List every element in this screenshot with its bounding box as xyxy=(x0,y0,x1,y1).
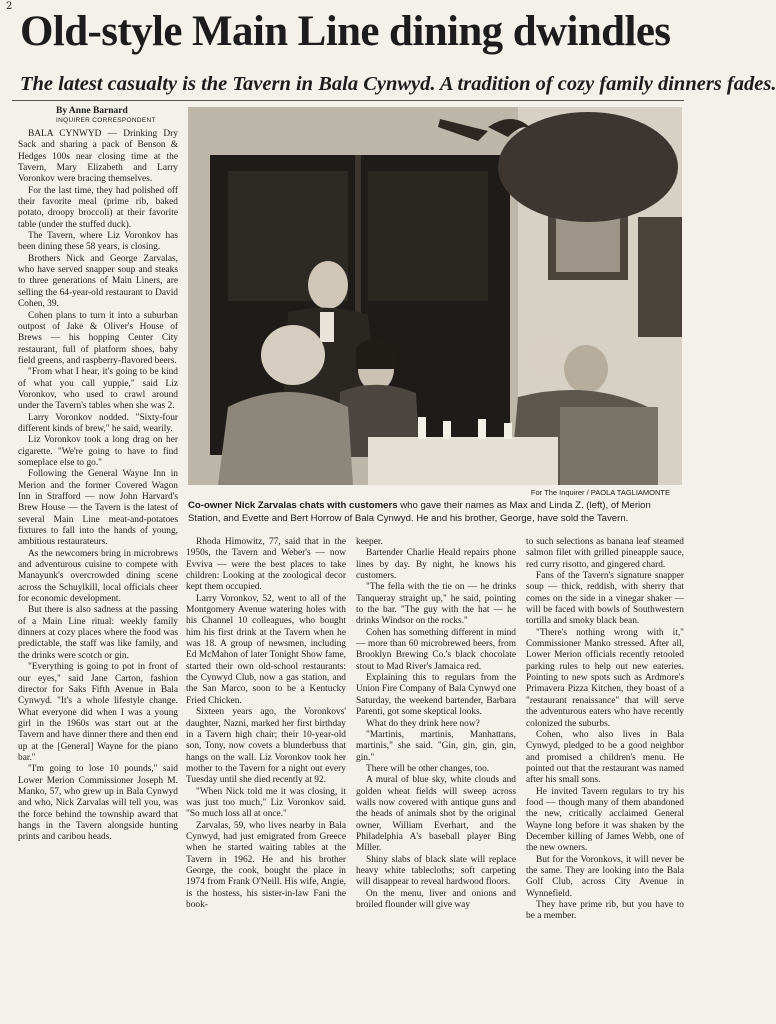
photo-caption-lead: Co-owner Nick Zarvalas chats with customers xyxy=(188,500,398,511)
paragraph: He invited Tavern regulars to try his food — though many of them abandoned the new, critically acclaimed General Wayne long before it was shaken by the December killing of James Webb, one of the new owners. xyxy=(526,786,684,854)
paragraph: to such selections as banana leaf steamed salmon filet with grilled pineapple sauce, red curry risotto, and gingered chard. xyxy=(526,537,684,570)
paragraph: On the menu, liver and onions and broiled flounder will give way xyxy=(356,888,516,910)
paragraph: The Tavern, where Liz Voronkov has been dining these 58 years, is closing. xyxy=(18,231,178,253)
paragraph: "Martinis, martinis, Manhattans, martinis," she said. "Gin, gin, gin, gin, gin." xyxy=(356,729,516,763)
paragraph: For the last time, they had polished off their favorite meal (prime rib, baked potato, droopy broccoli) at their favorite table (under the stuffed duck). xyxy=(18,185,178,230)
paragraph: Shiny slabs of black slate will replace heavy white tablecloths; soft carpeting will disappear to reveal hardwood floors. xyxy=(356,854,516,888)
byline-name: By Anne Barnard xyxy=(56,106,128,116)
photo-caption xyxy=(188,500,684,525)
article-column-2 xyxy=(186,537,346,1007)
paragraph: "There's nothing wrong with it," Commissioner Manko stressed. After all, Lower Merion officials recently retooled parking rules to help out new eateries. Pointing to new spots such as Ardmore's Primavera Pizza Kitchen, they boast of a "restaurant renaissance" that will serve the adventurous eaters who have recently colonized the suburbs. xyxy=(526,627,684,729)
byline-title: INQUIRER CORRESPONDENT xyxy=(56,117,156,124)
photo-illustration xyxy=(188,107,682,485)
article-column-4 xyxy=(526,537,684,1007)
paragraph: Cohen plans to turn it into a suburban outpost of Jake & Oliver's House of Brews — his hopping Center City restaurant, full of platform shoes, baby field greens, and raspberry-flavored beers. xyxy=(18,310,178,366)
byline xyxy=(56,106,186,125)
paragraph: "Everything is going to pot in front of our eyes," said Jane Carton, fashion director for Saks Fifth Avenue in Bala Cynwyd. "It's a whole lifestyle change. What everyone did when I was a young girl in the 1960s was start out at the Tavern and have dinner there and then end up at the [General] Wayne for the piano bar." xyxy=(18,662,178,763)
deck-subheadline: The latest casualty is the Tavern in Bala Cynwyd. A tradition of cozy family dinners fades. xyxy=(20,73,776,95)
paragraph: There will be other changes, too. xyxy=(366,763,490,774)
paragraph: Cohen has something different in mind — more than 60 microbrewed beers, from Brooklyn Brewing Co.'s black chocolate stout to Mad River's Jamaica red. xyxy=(356,627,516,672)
paragraph: Cohen, who also lives in Bala Cynwyd, pledged to be a good neighbor and promised a children's menu. He pointed out that the restaurant was named after his small sons. xyxy=(526,729,684,786)
paragraph: "From what I hear, it's going to be kind of what you call yuppie," said Liz Voronkov, who used to crawl around under the Tavern's tables when she was 2. xyxy=(18,367,178,412)
paragraph: Rhoda Himowitz, 77, said that in the 1950s, the Tavern and Weber's — now Evviva — were the best places to take children: Looking at the zoological decor kept them occupied. xyxy=(186,537,346,593)
paragraph: What do they drink here now? xyxy=(366,718,480,729)
paragraph: Zarvalas, 59, who lives nearby in Bala Cynwyd, had just emigrated from Greece when he started waiting tables at the Tavern in 1962. He and his brother George, the cook, bought the place in 1974 from Frank O'Neill. His wife, Angie, is the hostess, his sister-in-law Fani the book- xyxy=(186,820,346,910)
paragraph: Bartender Charlie Heald repairs phone lines by day. By night, he knows his customers. xyxy=(356,548,516,582)
page-number: 2 xyxy=(6,1,13,12)
photo-credit: For The Inquirer / PAOLA TAGLIAMONTE xyxy=(530,488,670,497)
photo-caption-text: who gave their names as Max and Linda Z. (left), of Merion Station, and Evette and Bert Horrow of Bala Cynwyd. He and his brother, George, have sold the Tavern. xyxy=(188,500,651,524)
article-column-3 xyxy=(356,537,516,1007)
paragraph: As the newcomers bring in microbrews and adventurous cuisine to compete with Manayunk's overcrowded dining scene across the Schuylkill, local officials cheer for economic development. xyxy=(18,548,178,605)
article-column-1 xyxy=(18,129,178,1017)
paragraph: "The fella with the tie on — he drinks Tanqueray straight up," he said, pointing to the bar. "The guy with the hat — he drinks Windsor on the rocks." xyxy=(356,582,516,627)
paragraph: Liz Voronkov took a long drag on her cigarette. "We're going to have to find someplace else to go." xyxy=(18,435,178,468)
paragraph: BALA CYNWYD — Drinking Dry Sack and sharing a pack of Benson & Hedges 100s near closing time at the Tavern, Mary Elizabeth and Larry Voronkov were bracing themselves. xyxy=(18,129,178,185)
paragraph: But there is also sadness at the passing of a Main Line ritual: weekly family dinners at cozy places where the food was predictable, the staff was like family, and the drinks were scotch or gin. xyxy=(18,605,178,661)
paragraph: "I'm going to lose 10 pounds," said Lower Merion Commissioner Joseph M. Manko, 57, who grew up in Bala Cynwyd and who, Nick Zarvalas will tell you, was the force behind the township award that hangs in the Tavern alongside hunting prints and caribou heads. xyxy=(18,764,178,843)
paragraph: A mural of blue sky, white clouds and golden wheat fields will sweep across walls now covered with antique guns and the heads of animals shot by the original owner, William Everhart, and the Philadelphia A's baseball player Bing Miller. xyxy=(356,775,516,854)
paragraph: Larry Voronkov, 52, went to all of the Montgomery Avenue watering holes with his Channel 10 colleagues, who bought him his first drink at the Tavern when he was 18. A group of newsmen, including Ed McMahon of later Tonight Show fame, started their own old-school restaurants: the Cynwyd Club, now a gas station, and the San Marco, soon to be a Kentucky Fried Chicken. xyxy=(186,593,346,706)
paragraph: Larry Voronkov nodded. "Sixty-four different kinds of brew," he said, wearily. xyxy=(18,412,178,434)
paragraph: Brothers Nick and George Zarvalas, who have served snapper soup and steaks to three generations of Main Liners, are selling the 64-year-old restaurant to David Cohen, 39. xyxy=(18,253,178,310)
paragraph: Explaining this to regulars from the Union Fire Company of Bala Cynwyd one Saturday, the weekend bartender, Barbara Parenti, got some skeptical looks. xyxy=(356,673,516,718)
headline-rule xyxy=(12,100,684,101)
headline: Old-style Main Line dining dwindles xyxy=(20,8,671,55)
paragraph: But for the Voronkovs, it will never be the same. They are looking into the Bala Golf Club, across City Avenue in Wynnefield. xyxy=(526,854,684,899)
paragraph: Fans of the Tavern's signature snapper soup — thick, reddish, with sherry that comes on the side in a vinegar shaker — will be faced with bowls of Southwestern tortilla and smoky black bean. xyxy=(526,571,684,627)
paragraph: They have prime rib, but you have to be a member. xyxy=(526,900,684,922)
paragraph: keeper. xyxy=(356,537,383,547)
paragraph: Sixteen years ago, the Voronkovs' daughter, Nazni, marked her first birthday in a Tavern high chair; their 10-year-old son, Tony, now covets a blunderbuss that hangs on the wall. Liz Voronkov took her mother to the Tavern for a night out every Tuesday until she died recently at 92. xyxy=(186,707,346,786)
paragraph: Following the General Wayne Inn in Merion and the former Covered Wagon Inn in Strafford — now John Harvard's Brew House — the Tavern is the latest of several Main Line meat-and-potatoes fixtures to fall into the hands of young, ambitious restaurateurs. xyxy=(18,469,178,548)
paragraph: "When Nick told me it was closing, it was just too much," Liz Voronkov said. "So much loss all at once." xyxy=(186,786,346,820)
news-photo xyxy=(188,107,682,485)
